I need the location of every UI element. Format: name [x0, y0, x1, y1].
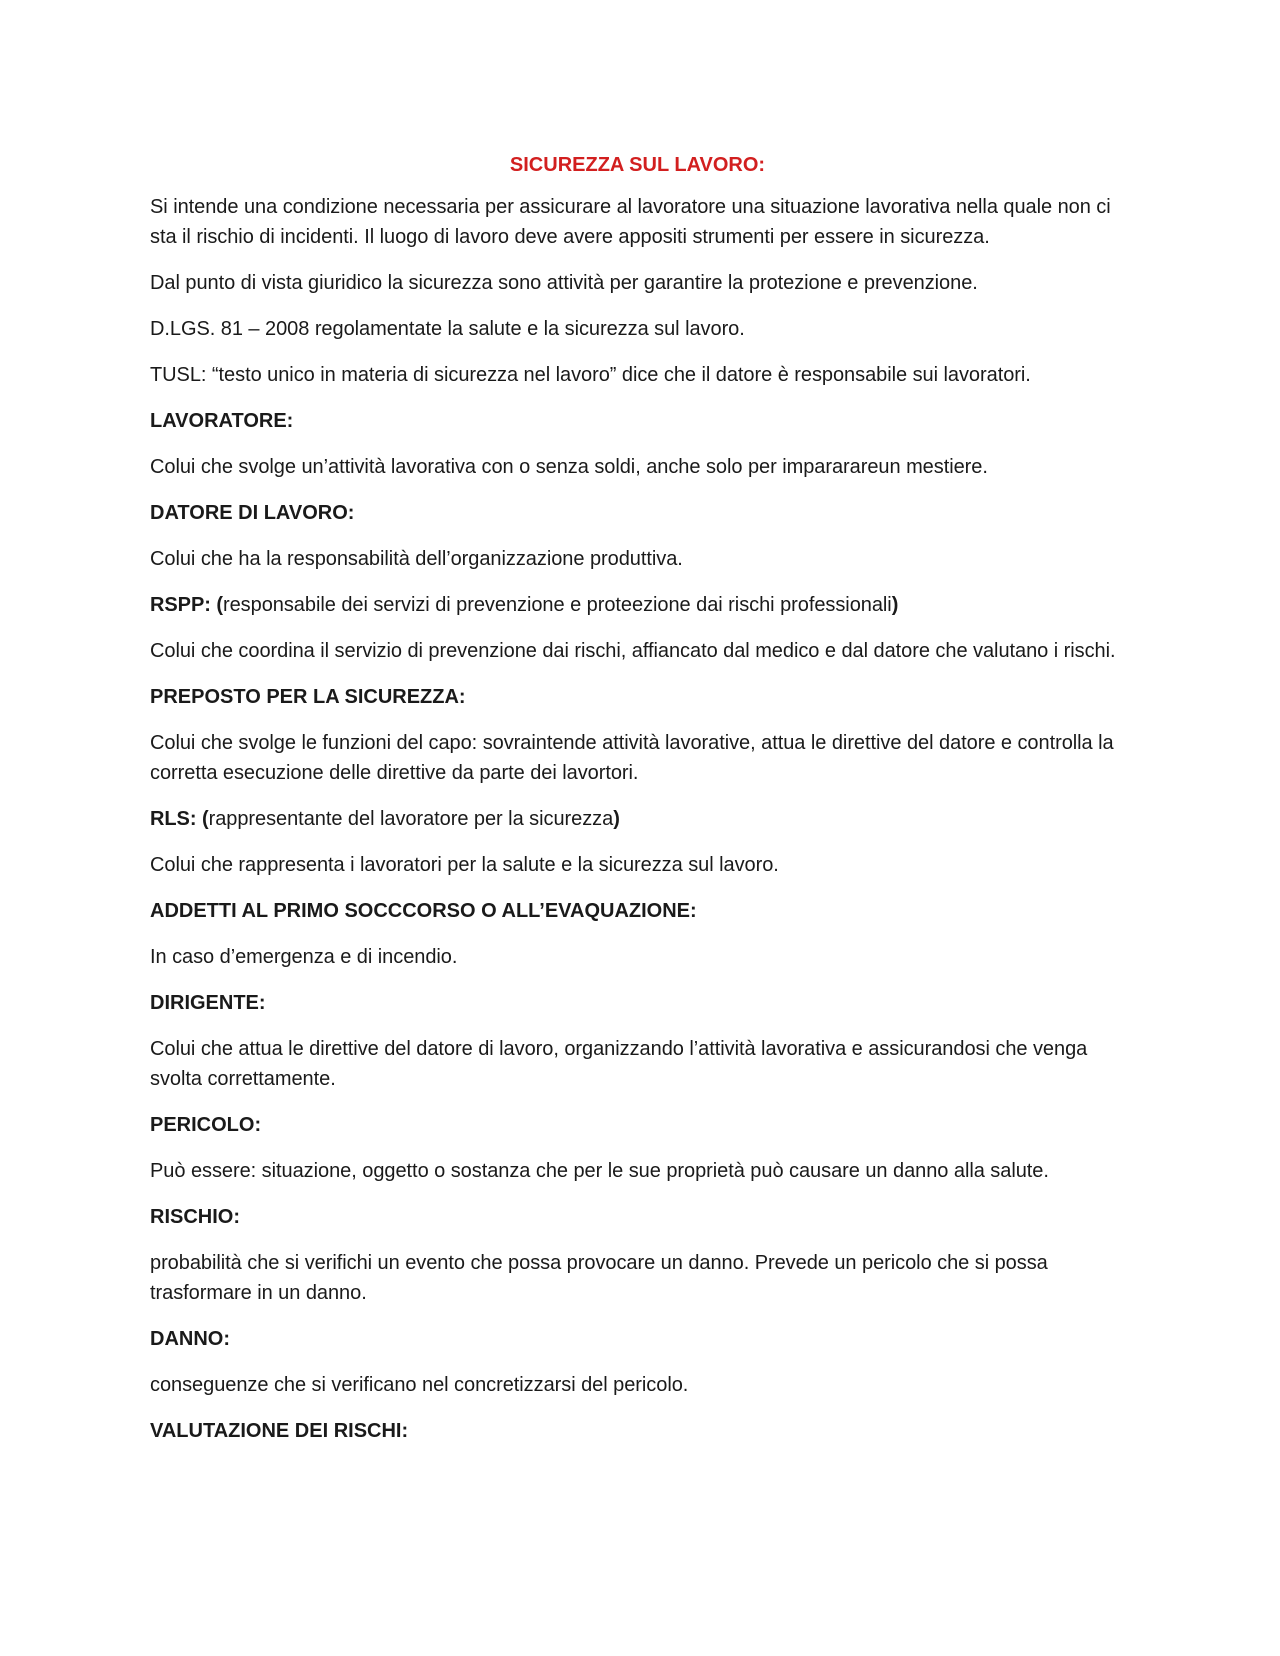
rls-heading: [150, 804, 1125, 834]
rls-definition: Colui che rappresenta i lavoratori per la salute e la sicurezza sul lavoro.: [150, 854, 779, 876]
datore-heading: DATORE DI LAVORO:: [150, 502, 355, 524]
datore-definition: Colui che ha la responsabilità dell’organizzazione produttiva.: [150, 548, 683, 570]
valutazione-heading: VALUTAZIONE DEI RISCHI:: [150, 1420, 409, 1442]
preposto-heading: PREPOSTO PER LA SICUREZZA:: [150, 686, 466, 708]
dlgs-paragraph: D.LGS. 81 – 2008 regolamentate la salute e la sicurezza sul lavoro.: [150, 318, 745, 340]
legal-view-paragraph: Dal punto di vista giuridico la sicurezza sono attività per garantire la protezione e prevenzione.: [150, 272, 978, 294]
document-page: [150, 150, 1125, 1462]
addetti-definition: In caso d’emergenza e di incendio.: [150, 946, 458, 968]
intro-paragraph: Si intende una condizione necessaria per assicurare al lavoratore una situazione lavorativa nella quale non ci sta il rischio di incidenti. Il luogo di lavoro deve avere appositi strumenti per essere in sicurezza.: [150, 196, 1111, 248]
rls-label: RLS: (: [150, 808, 209, 830]
rspp-expansion: responsabile dei servizi di prevenzione e proteezione dai rischi professionali: [223, 594, 892, 616]
danno-definition: conseguenze che si verificano nel concretizzarsi del pericolo.: [150, 1374, 689, 1396]
rischio-definition: probabilità che si verifichi un evento che possa provocare un danno. Prevede un pericolo che si possa trasformare in un danno.: [150, 1252, 1048, 1304]
rls-expansion: rappresentante del lavoratore per la sicurezza: [208, 808, 614, 830]
addetti-heading: ADDETTI AL PRIMO SOCCCORSO O ALL’EVAQUAZIONE:: [150, 900, 697, 922]
danno-heading: DANNO:: [150, 1328, 230, 1350]
tusl-paragraph: TUSL: “testo unico in materia di sicurezza nel lavoro” dice che il datore è responsabile sui lavoratori.: [150, 364, 1031, 386]
rls-close: ): [613, 808, 620, 830]
lavoratore-definition: Colui che svolge un’attività lavorativa con o senza soldi, anche solo per impararareun mestiere.: [150, 456, 988, 478]
rspp-close: ): [891, 594, 899, 616]
preposto-definition: Colui che svolge le funzioni del capo: sovraintende attività lavorative, attua le direttive del datore e controlla la corretta esecuzione delle direttive da parte dei lavortori.: [150, 732, 1114, 784]
rspp-heading: [150, 590, 1125, 620]
lavoratore-heading: LAVORATORE:: [150, 410, 294, 432]
pericolo-definition: Può essere: situazione, oggetto o sostanza che per le sue proprietà può causare un danno alla salute.: [150, 1160, 1049, 1182]
page-title: SICUREZZA SUL LAVORO:: [509, 154, 766, 176]
rspp-label: RSPP: (: [150, 594, 223, 616]
dirigente-heading: DIRIGENTE:: [150, 992, 266, 1014]
rspp-definition: Colui che coordina il servizio di prevenzione dai rischi, affiancato dal medico e dal datore che valutano i rischi.: [150, 640, 1116, 662]
dirigente-definition: Colui che attua le direttive del datore di lavoro, organizzando l’attività lavorativa e assicurandosi che venga svolta correttamente.: [150, 1038, 1088, 1090]
pericolo-heading: PERICOLO:: [150, 1114, 262, 1136]
rischio-heading: RISCHIO:: [150, 1206, 240, 1228]
